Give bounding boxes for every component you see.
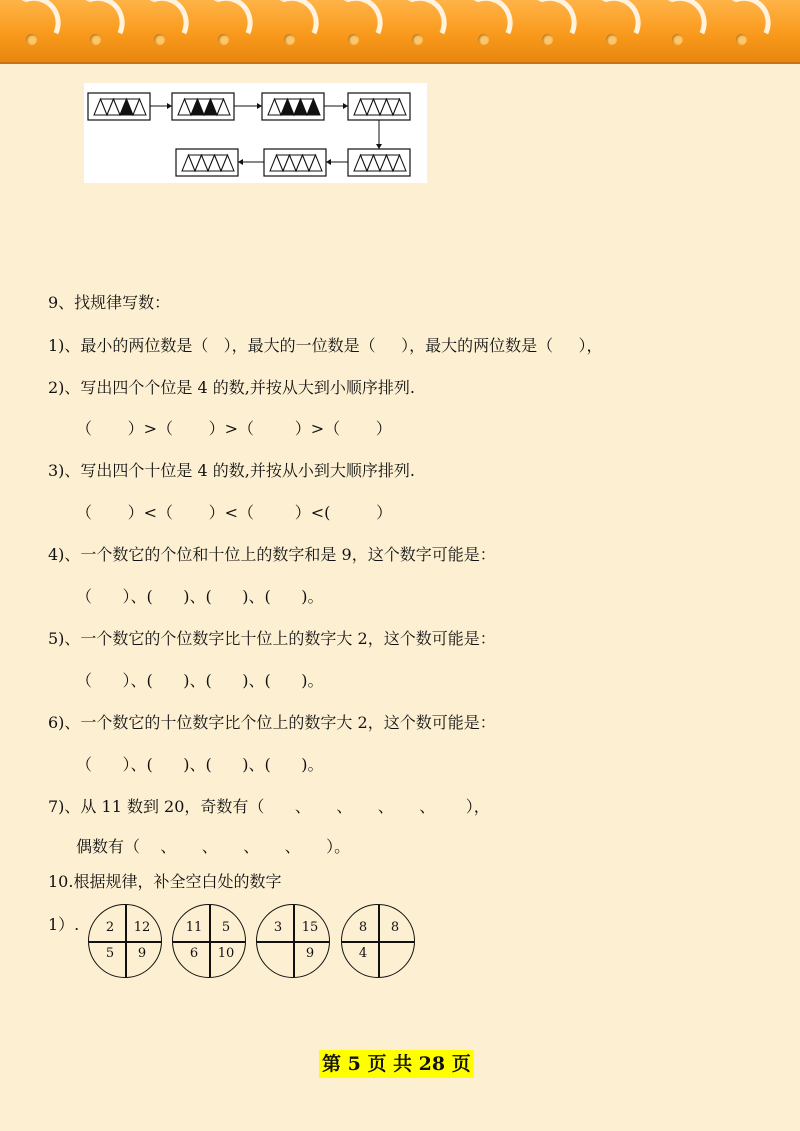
q9-item-2-answer: （ ）>（ ）>（ ）>（ ） — [76, 419, 392, 438]
binder-hole — [90, 34, 101, 45]
q9-item-4: 4)、一个数它的个位和十位上的数字和是 9，这个数字可能是： — [48, 545, 496, 564]
binder-hole — [26, 34, 37, 45]
arrow-head — [326, 159, 331, 165]
q9-item-2: 2)、写出四个个位是 4 的数,并按从大到小顺序排列. — [48, 378, 415, 397]
binder-hole — [154, 34, 165, 45]
circle-cell: 9 — [305, 946, 315, 961]
binder-hole — [478, 34, 489, 45]
triangle-pattern-figure — [84, 83, 427, 183]
circle-cell: 12 — [133, 920, 151, 935]
circle-cell: 9 — [137, 946, 147, 961]
q9-item-5: 5)、一个数它的个位数字比十位上的数字大 2，这个数可能是： — [48, 629, 496, 648]
circle-cell: 11 — [185, 920, 203, 935]
binder-hole — [542, 34, 553, 45]
circle-cell: 8 — [390, 920, 400, 935]
binder-hole — [736, 34, 747, 45]
binder-hole — [672, 34, 683, 45]
circle-cell: 5 — [221, 920, 231, 935]
number-circle-1 — [88, 904, 162, 978]
q9-item-3-answer: （ ）<（ ）<（ ）<( ） — [76, 503, 393, 522]
arrow-head — [238, 159, 243, 165]
q10-title: 10.根据规律，补全空白处的数字 — [48, 872, 282, 891]
arrow-head — [376, 144, 382, 149]
circle-cell: 5 — [105, 946, 115, 961]
q9-item-1: 1)、最小的两位数是（ ），最大的一位数是（ ），最大的两位数是（ ）， — [48, 336, 603, 355]
binder-hole — [284, 34, 295, 45]
q9-item-7: 7)、从 11 数到 20，奇数有（ 、 、 、 、 ）， — [48, 797, 490, 816]
q9-item-3: 3)、写出四个十位是 4 的数,并按从小到大顺序排列. — [48, 461, 415, 480]
binder-hole — [606, 34, 617, 45]
binder-hole — [348, 34, 359, 45]
circle-cell: 2 — [105, 920, 115, 935]
q10-circles — [88, 904, 428, 978]
arrow-head — [167, 103, 172, 109]
q9-item-5-answer: （ ）、( )、( )、( )。 — [76, 671, 324, 690]
circle-cell: 3 — [273, 920, 283, 935]
number-circle-3 — [256, 904, 330, 978]
q9-title: 9、找规律写数： — [48, 293, 171, 312]
arrow-head — [343, 103, 348, 109]
number-circle-4 — [341, 904, 415, 978]
circle-cell: 6 — [189, 946, 199, 961]
q9-item-6: 6)、一个数它的十位数字比个位上的数字大 2，这个数可能是： — [48, 713, 496, 732]
circle-cell: 10 — [217, 946, 235, 961]
circle-cell: 15 — [301, 920, 319, 935]
number-circle-2 — [172, 904, 246, 978]
arrow-head — [257, 103, 262, 109]
binder-hole — [218, 34, 229, 45]
q10-sub-label: 1）. — [48, 915, 80, 934]
triangle-pattern-svg — [84, 83, 427, 183]
circle-cell: 8 — [358, 920, 368, 935]
binder-hole — [412, 34, 423, 45]
page-number-footer: 第 5 页 共 28 页 — [319, 1050, 474, 1078]
q9-item-7-even: 偶数有（ 、 、 、 、 ）。 — [76, 837, 351, 856]
q9-item-4-answer: （ ）、( )、( )、( )。 — [76, 587, 324, 606]
q9-item-6-answer: （ ）、( )、( )、( )。 — [76, 755, 324, 774]
circle-cell: 4 — [358, 946, 368, 961]
